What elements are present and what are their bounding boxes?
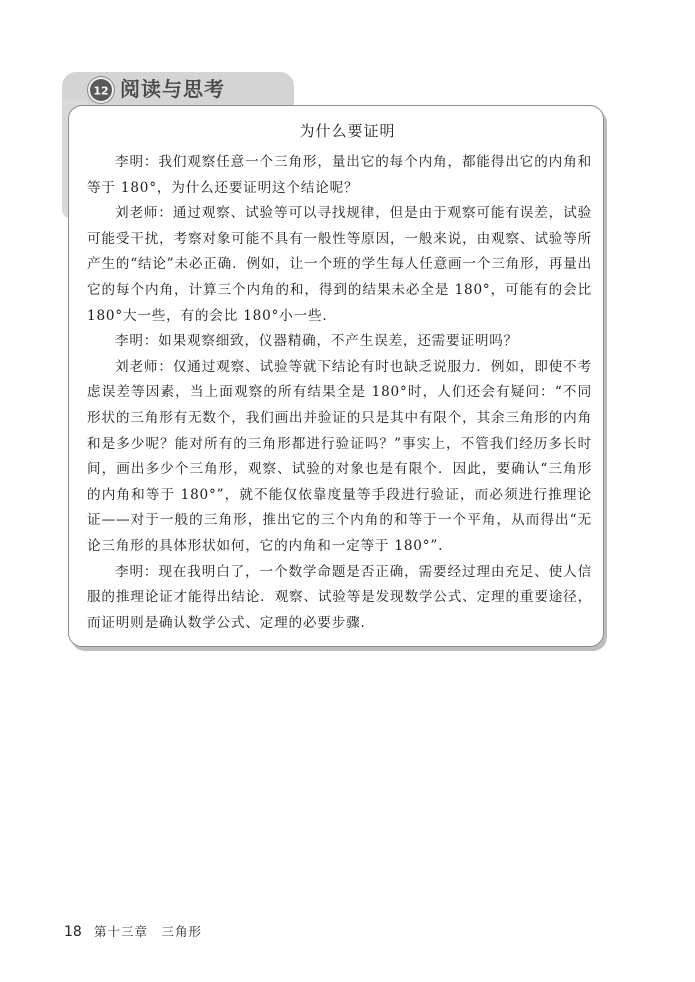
chapter-label: 第十三章 三角形: [93, 924, 202, 939]
section-number-glyph: [90, 79, 112, 101]
paragraph: 刘老师：仅通过观察、试验等就下结论有时也缺乏说服力．例如，即使不考虑误差等因素，当上面观察的所有结果全是 180°时，人们还会有疑问：“不同形状的三角形有无数个，我们画出并验证的只是其中有限个，其余三角形的内角和是多少呢？能对所有的三角形都进行验证吗？”事实上，不管我们经历多长时间，画出多少个三角形，观察、试验的对象也是有限个．因此，要确认“三角形的内角和等于 180°”，就不能仅依靠度量等手段进行验证，而必须进行推理论证——对于一般的三角形，推出它的三个内角的和等于一个平角，从而得出“无论三角形的具体形状如何，它的内角和一定等于 180°”.: [87, 358, 592, 554]
paragraph: 刘老师：通过观察、试验等可以寻找规律，但是由于观察可能有误差，试验可能受干扰，考察对象可能不具有一般性等原因，一般来说，由观察、试验等所产生的“结论”未必正确．例如，让一个班的学生每人任意画一个三角形，再量出它的每个内角，计算三个内角的和，得到的结果未必全是 180°，可能有的会比 180°大一些，有的会比 180°小一些.: [87, 205, 592, 324]
section-number-text: 12: [93, 84, 109, 98]
article-title: 为什么要证明: [299, 122, 396, 140]
section-title: 阅读与思考: [120, 77, 225, 101]
paragraph: 李明：现在我明白了，一个数学命题是否正确，需要经过理由充足、使人信服的推理论证才能得出结论．观察、试验等是发现数学公式、定理的重要途径，而证明则是确认数学公式、定理的必要步骤.: [87, 563, 592, 631]
page-footer: [64, 922, 202, 940]
paragraph: 李明：如果观察细致，仪器精确，不产生误差，还需要证明吗？: [115, 333, 519, 350]
section-number-icon: [90, 79, 112, 101]
article-body: [87, 150, 592, 636]
paragraph: 李明：我们观察任意一个三角形，量出它的每个内角，都能得出它的内角和等于 180°，为什么还要证明这个结论呢？: [87, 154, 592, 196]
page-number: 18: [64, 924, 82, 940]
